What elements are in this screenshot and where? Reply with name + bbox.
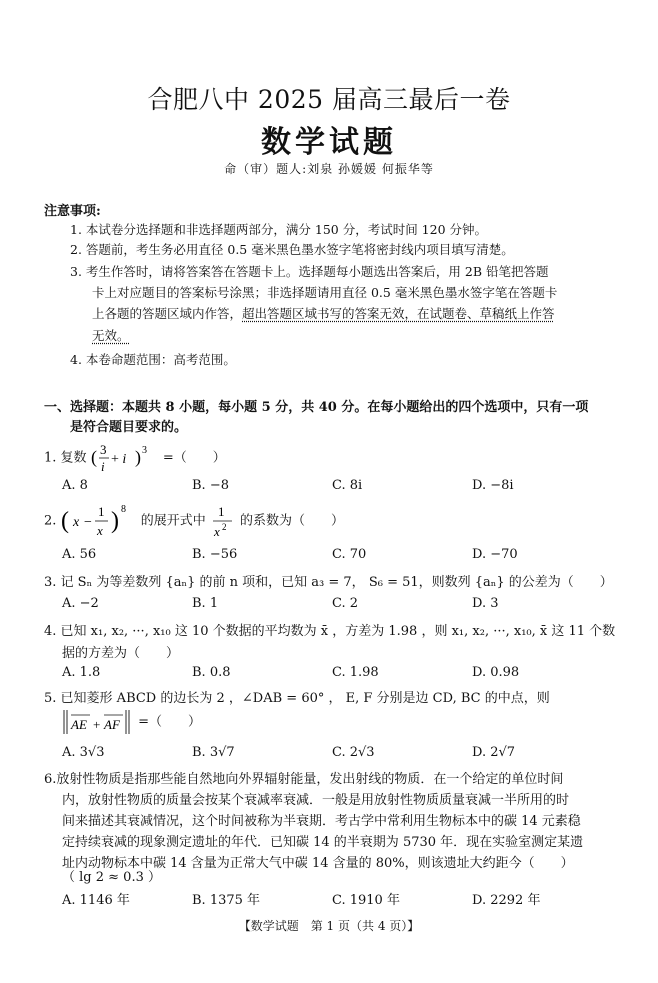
option-d: D. 2√7 xyxy=(472,745,516,760)
option-d: D. −70 xyxy=(472,547,518,562)
formula-vector-magnitude xyxy=(62,708,134,736)
svg-text:): ) xyxy=(134,447,141,467)
option-b: B. −8 xyxy=(192,478,229,493)
option-b: B. 0.8 xyxy=(192,665,231,680)
svg-text:8: 8 xyxy=(120,504,126,515)
option-a: A. 3√3 xyxy=(62,745,105,760)
page-footer: 【数学试题 第 1 页（共 4 页）】 xyxy=(238,919,420,933)
question-6-line: 址内动物标本中碳 14 含量为正常大气中碳 14 含量的 80%，则该遗址大约距今（ ） xyxy=(62,856,574,871)
note-item: 2. 答题前，考生务必用直径 0.5 毫米黑色墨水签字笔将密封线内项目填写清楚。 xyxy=(70,242,514,257)
question-5 xyxy=(44,687,550,706)
option-c: C. 8i xyxy=(332,478,363,493)
question-text: 的系数为（ ） xyxy=(239,513,344,529)
question-3 xyxy=(44,571,613,590)
question-text: 已知菱形 ABCD 的边长为 2 ，∠DAB = 60° ， E, F 分别是边 CD, BC 的中点，则 xyxy=(60,691,550,706)
note-item: 无效。 xyxy=(92,328,130,343)
page-title: 数学试题 xyxy=(261,125,397,160)
option-c: C. 2√3 xyxy=(332,745,375,760)
question-6-line: 间来描述其衰减情况，这个时间被称为半衰期．考古学中常利用生物标本中的碳 14 元素稳 xyxy=(62,814,581,829)
question-2 xyxy=(44,500,344,542)
formula-binomial xyxy=(61,500,137,542)
question-text: =（ ） xyxy=(138,714,202,730)
svg-text:−: − xyxy=(83,515,92,530)
question-number: 4. xyxy=(44,624,57,639)
svg-text:(: ( xyxy=(90,447,97,467)
question-6-line: 定持续衰减的现象测定遗址的年代．已知碳 14 的半衰期为 5730 年．现在实验室测定某遗 xyxy=(62,835,584,850)
formula-complex-power xyxy=(91,440,159,476)
svg-text:+ i: + i xyxy=(110,452,126,467)
question-number: 3. xyxy=(44,575,57,590)
question-number: 6. xyxy=(44,772,57,787)
note-item: 4. 本卷命题范围：高考范围。 xyxy=(70,352,236,367)
option-c: C. 1910 年 xyxy=(332,893,400,908)
option-b: B. 1 xyxy=(192,596,219,611)
svg-text:2: 2 xyxy=(221,522,227,532)
svg-text:(: ( xyxy=(60,508,69,534)
option-d: D. 3 xyxy=(472,596,499,611)
note-item: 卡上对应题目的答案标号涂黑；非选择题请用直径 0.5 毫米黑色墨水签字笔在答题卡 xyxy=(92,285,558,300)
question-text: 已知 x₁, x₂, ···, x₁₀ 这 10 个数据的平均数为 x̄ ，方差为 1.98 ，则 x₁, x₂, ···, x₁₀, x̄ 这 11 个数 xyxy=(60,624,616,639)
question-6-line: 内，放射性物质的质量会按某个衰减率衰减．一般是用放射性物质质量衰减一半所用的时 xyxy=(62,793,570,808)
svg-text:1: 1 xyxy=(217,504,225,519)
notes-heading: 注意事项: xyxy=(44,204,101,219)
svg-text:1: 1 xyxy=(97,504,105,519)
question-number: 5. xyxy=(44,691,57,706)
note-text: 上各题的答题区域内作答， xyxy=(92,306,243,321)
section-heading-cont: 是符合题目要求的。 xyxy=(70,420,188,435)
svg-text:+: + xyxy=(93,717,101,732)
option-c: C. 1.98 xyxy=(332,665,379,680)
svg-text:i: i xyxy=(100,459,105,474)
question-number: 1. xyxy=(44,450,57,466)
option-c: C. 70 xyxy=(332,547,367,562)
note-item: 1. 本试卷分选择题和非选择题两部分，满分 150 分，考试时间 120 分钟。 xyxy=(70,222,488,237)
svg-text:x: x xyxy=(96,523,103,538)
question-6-line: （ lg 2 ≈ 0.3 ） xyxy=(62,870,161,885)
option-d: D. −8i xyxy=(472,478,514,493)
svg-text:3: 3 xyxy=(99,442,107,457)
question-text: 复数 xyxy=(60,450,87,466)
note-item: 3. 考生作答时，请将答案答在答题卡上。选择题每小题选出答案后，用 2B 铅笔把答题 xyxy=(70,264,549,279)
svg-text:x: x xyxy=(72,515,79,530)
option-b: B. 3√7 xyxy=(192,745,235,760)
question-4 xyxy=(44,620,615,639)
svg-text:x: x xyxy=(213,524,220,539)
option-a: A. 56 xyxy=(62,547,97,562)
question-text: =（ ） xyxy=(162,450,226,466)
question-text: 放射性物质是指那些能自然地向外界辐射能量，发出射线的物质．在一个给定的单位时间 xyxy=(56,772,564,787)
question-text: 的展开式中 xyxy=(140,513,206,529)
authors: 命（审）题人:刘泉 孙媛媛 何振华等 xyxy=(224,162,434,176)
note-item xyxy=(92,304,555,322)
option-a: A. −2 xyxy=(62,596,99,611)
question-4-cont: 据的方差为（ ） xyxy=(62,646,180,661)
option-b: B. −56 xyxy=(192,547,238,562)
question-number: 2. xyxy=(44,513,57,529)
formula-inverse-square xyxy=(210,500,236,542)
question-text: 记 Sₙ 为等差数列 {aₙ} 的前 n 项和，已知 a₃ = 7， S₆ = 51，则数列 {aₙ} 的公差为（ ） xyxy=(60,575,613,590)
svg-text:3: 3 xyxy=(141,445,147,456)
question-5-cont xyxy=(62,708,201,736)
option-d: D. 2292 年 xyxy=(472,893,541,908)
option-b: B. 1375 年 xyxy=(192,893,261,908)
option-a: A. 1146 年 xyxy=(62,893,130,908)
question-1 xyxy=(44,440,226,476)
svg-text:AF: AF xyxy=(104,717,120,732)
section-heading: 一、选择题：本题共 8 小题，每小题 5 分，共 40 分。在每小题给出的四个选项中，只有一项 xyxy=(44,400,589,415)
note-emphasis: 超出答题区域书写的答案无效，在试题卷、草稿纸上作答 xyxy=(242,306,555,321)
option-c: C. 2 xyxy=(332,596,359,611)
option-d: D. 0.98 xyxy=(472,665,520,680)
title-line1: 合肥八中 2025 届高三最后一卷 xyxy=(147,85,511,114)
question-6 xyxy=(44,768,563,787)
option-a: A. 1.8 xyxy=(62,665,101,680)
svg-text:): ) xyxy=(110,508,119,534)
svg-text:AE: AE xyxy=(71,717,87,732)
option-a: A. 8 xyxy=(62,478,88,493)
